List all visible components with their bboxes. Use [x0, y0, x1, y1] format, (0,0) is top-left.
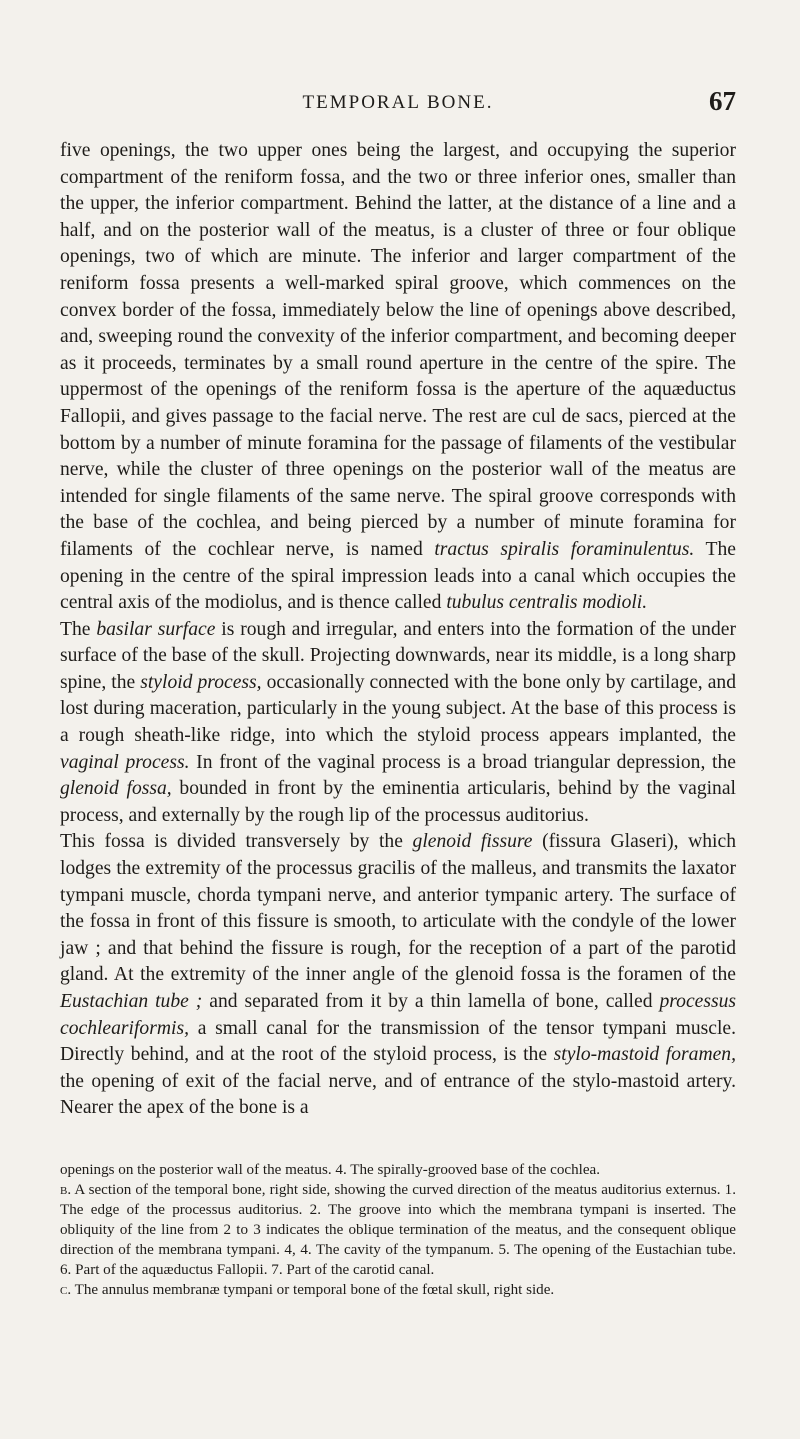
caption-b-text: A section of the temporal bone, right side, showing the curved direction of the meatus auditorius externus. 1. The edge of the processus auditorius. 2. The groove into which the membrana tympani is inserted. The obliquity of the line from 2 to 3 indicates the oblique termination of the meatus, and the consequent oblique direction of the membrana tympani. 4, 4. The cavity of the tympanum. 5. The opening of the Eustachian tube. 6. Part of the aquæductus Fallopii. 7. Part of the carotid canal. [60, 1182, 736, 1278]
text-run: and separated from it by a thin lamella of bone, called [202, 991, 660, 1012]
text-run: (fissura Glaseri), which lodges the extremity of the processus gracilis of the malleus, and transmits the laxator tympani muscle, chorda tympani nerve, and anterior tympanic artery. The surface of the fossa in front of this fissure is smooth, to articulate with the condyle of the lower jaw ; and that behind the fissure is rough, for the reception of a part of the parotid gland. At the extremity of the inner angle of the glenoid fossa is the foramen of the [60, 831, 736, 986]
caption-c [60, 1280, 736, 1300]
text-run: The [60, 618, 97, 640]
paragraph-internal-surface [60, 138, 736, 617]
term-tractus-spiralis: tractus spiralis foraminulentus. [434, 538, 695, 560]
page-number: 67 [709, 86, 736, 116]
caption-b-mark: b. [60, 1182, 72, 1198]
term-glenoid-fossa: glenoid fossa, [60, 778, 172, 800]
figure-captions [60, 1160, 736, 1300]
body-text [60, 138, 736, 1122]
term-tubulus-centralis: tubulus centralis modioli. [446, 592, 648, 614]
term-vaginal-process: vaginal process. [60, 751, 190, 773]
caption-a-continued: openings on the posterior wall of the meatus. 4. The spirally-grooved base of the cochlea. [60, 1162, 601, 1178]
text-run: The opening in the centre of the spiral impression leads into a canal which occupies the central axis of the modiolus, and is thence called [60, 538, 736, 614]
text-run: is rough and irregular, and enters into the formation of the under surface of the base of the skull. Projecting downwards, near its middle, is a long sharp spine, the [60, 618, 736, 693]
caption-c-mark: c. [60, 1282, 72, 1298]
caption-c-text: The annulus membranæ tympani or temporal bone of the fœtal skull, right side. [71, 1282, 555, 1298]
term-glenoid-fissure: glenoid fissure [412, 831, 533, 853]
paragraph-basilar-surface [60, 617, 736, 830]
term-basilar-surface: basilar surface [96, 618, 216, 640]
text-run: the opening of exit of the facial nerve, and of entrance of the stylo-mastoid artery. Nearer the apex of the bone is a [60, 1070, 736, 1119]
term-processus-cochleariformis: processus cochleariformis, [60, 991, 737, 1039]
paragraph-glenoid-fissure [60, 829, 736, 1122]
term-eustachian-tube: Eustachian tube ; [60, 991, 203, 1012]
text-run: five openings, the two upper ones being the largest, and occupying the superior compartment of the reniform fossa, and the two or three inferior ones, smaller than the upper, the inferior compartment. Behind the latter, at the distance of a line and a half, and on the posterior wall of the meatus, is a cluster of three or four oblique openings, two of which are minute. The inferior and larger compartment of the reniform fossa presents a well-marked spiral groove, which commences on the convex border of the fossa, immediately below the line of openings above described, and, sweeping round the convexity of the inferior compartment, and becoming deeper as it proceeds, terminates by a small round aperture in the centre of the spire. The uppermost of the openings of the reniform fossa is the aperture of the aquæductus Fallopii, and gives passage to the facial nerve. The rest are cul de sacs, pierced at the bottom by a number of minute foramina for the passage of filaments of the vestibular nerve, while the cluster of three openings on the posterior wall of the meatus are intended for single filaments of the same nerve. The spiral groove corresponds with the base of the cochlea, and being pierced by a number of minute foramina for filaments of the cochlear nerve, is named [60, 140, 736, 560]
text-run: In front of the vaginal process is a broad triangular depression, the [189, 751, 736, 773]
running-head: TEMPORAL BONE. [302, 92, 494, 113]
page-header [60, 86, 736, 132]
term-styloid-process: styloid process, [140, 671, 262, 693]
text-run: occasionally connected with the bone only by cartilage, and lost during maceration, particularly in the young subject. At the base of this process is a rough sheath-like ridge, into which the styloid process appears implanted, the [60, 671, 736, 747]
text-run: a small canal for the transmission of the tensor tympani muscle. Directly behind, and at the root of the styloid process, is the [60, 1017, 736, 1066]
caption-b [60, 1180, 736, 1280]
text-run: bounded in front by the eminentia articularis, behind by the vaginal process, and externally by the rough lip of the processus auditorius. [60, 778, 736, 826]
text-run: This fossa is divided transversely by the [60, 831, 413, 853]
term-stylo-mastoid-foramen: stylo-mastoid foramen, [553, 1044, 736, 1066]
